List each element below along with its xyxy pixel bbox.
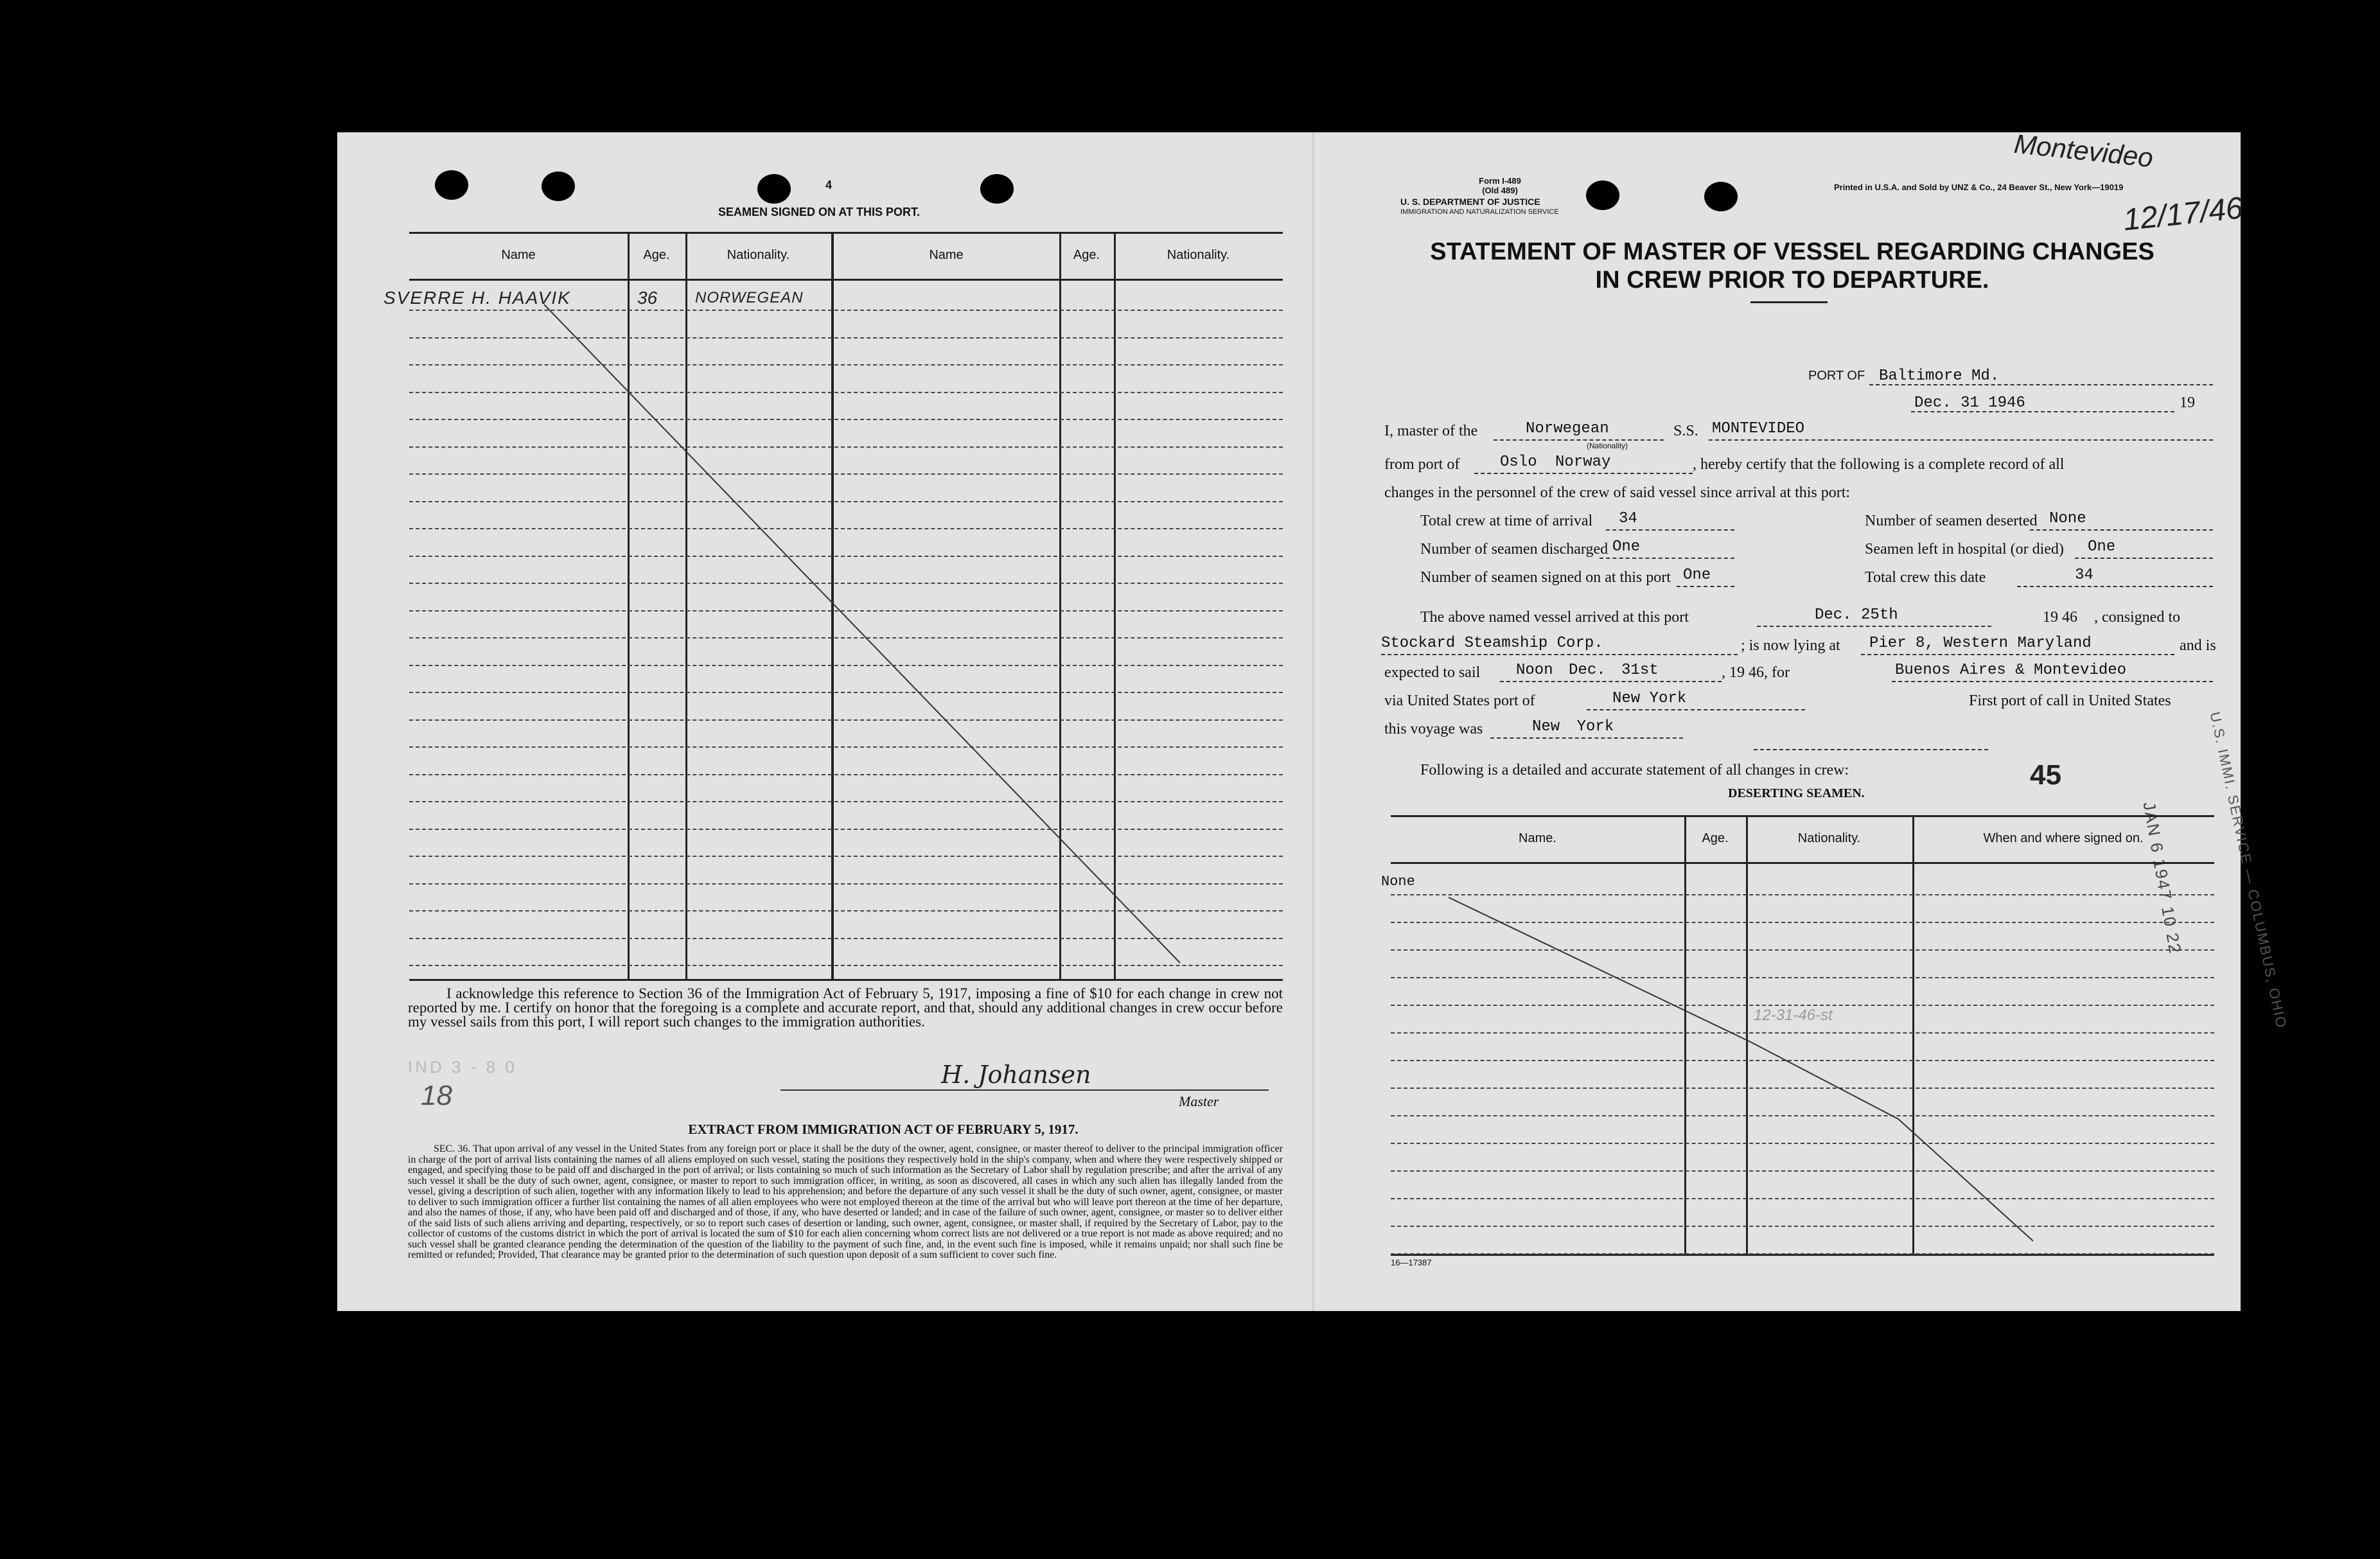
service-stamp-vertical: U.S. IMMI. SERVICE — COLUMBUS, OHIO — [2207, 710, 2290, 1030]
nationality-value: Norwegean — [1526, 420, 1609, 437]
signed-on-label: Number of seamen signed on at this port — [1420, 569, 1671, 586]
destination-value: Buenos Aires & Montevideo — [1895, 662, 2127, 679]
nationality-caption: (Nationality) — [1587, 441, 1628, 450]
date-stamp-vertical: JAN 6 1947 10 22 — [2139, 800, 2185, 956]
form-title — [1378, 238, 2207, 294]
destination-field — [1892, 681, 2213, 682]
column-header: Name. — [1519, 831, 1556, 845]
document-paper — [337, 128, 2290, 1311]
arrived-label: The above named vessel arrived at this port — [1420, 609, 1689, 626]
form-number — [1449, 176, 1551, 195]
handwritten-number: 45 — [2030, 759, 2061, 791]
page-number: 4 — [825, 179, 833, 191]
deserting-seamen-table — [1381, 815, 2214, 1256]
voyage-value: New York — [1532, 718, 1614, 735]
signature-line — [780, 1089, 1269, 1091]
column-header: When and where signed on. — [1983, 831, 2144, 845]
extract-text: SEC. 36. That upon arrival of any vessel in the United States from any foreign port or place it shall be the duty of the owner, agent, consignee, or master thereof to deliver to the principal immigration officer in charge of the port of arrival lists containing the names of all aliens employed on such vessel, stating the positions they respectively hold in the ship's company, when and where they were respectively shipped or engaged, and specifying those to be paid off and discharged in the port of arrival; or lists containing so much of such information as the Secretary of Labor shall by regulation prescribe; and after the arrival of any such vessel it shall be the duty of such owner, agent, consignee, or master to report to such immigration officer, in writing, as soon as discovered, all cases in which any such alien has illegally landed from the vessel, giving a description of such alien, together with any information likely to lead to his apprehension; and before the departure of any such vessel it shall be the duty of such owner, agent, consignee, or master to deliver to such immigration officer a further list containing the names of all alien employees who were not employed thereon at the time of the arrival but who will leave port thereon at the time of her departure, and also the names of those, if any, who have been paid off and discharged and of those, if any, who have deserted or landed; and in case of the failure of such owner, agent, consignee, or master so to deliver either of the said lists of such aliens arriving and departing, respectively, or so to report such cases of desertion or landing, such owner, agent, consignee, or master shall, if required by the Secretary of Labor, pay to the collector of customs of the customs district in which the port of arrival is located the sum of $10 for each alien concerning whom correct lists are not delivered or a true report is not made as above required; and no such vessel shall be granted clearance pending the determination of the question of the liability to the payment of such fine, and, in the event such fine is imposed, while it remains unpaid; nor shall such fine be remitted or refunded; Provided, That clearance may be granted prior to the determination of such question upon deposit of a sum sufficient to cover such fine. — [408, 1143, 1283, 1260]
left-page-title: SEAMEN SIGNED ON AT THIS PORT. — [718, 206, 921, 218]
extract-title: EXTRACT FROM IMMIGRATION ACT OF FEBRUARY 5, 1917. — [688, 1122, 1079, 1137]
date-value: Dec. 31 1946 — [1914, 394, 2025, 412]
seaman-name: SVERRE H. HAAVIK — [383, 288, 571, 308]
master-of-label: I, master of the — [1384, 423, 1478, 439]
department-label: U. S. DEPARTMENT OF JUSTICE — [1400, 197, 1540, 207]
changes-text: changes in the personnel of the crew of said vessel since arrival at this port: — [1384, 484, 1851, 501]
seaman-nationality: NORWEGEAN — [695, 289, 804, 306]
footer-code: 16—17387 — [1391, 1258, 1432, 1267]
column-header: Name — [929, 248, 964, 262]
seaman-age: 36 — [637, 288, 658, 308]
punch-hole — [1704, 182, 1738, 211]
page-fold — [1312, 132, 1314, 1311]
expected-label: expected to sail — [1384, 664, 1481, 681]
form-title-line2: IN CREW PRIOR TO DEPARTURE. — [1595, 267, 1989, 294]
via-label: via United States port of — [1384, 692, 1535, 709]
total-crew-date-value: 34 — [2075, 567, 2094, 584]
punch-hole — [1586, 181, 1619, 210]
first-port-label: First port of call in United States — [1969, 692, 2171, 709]
column-header: Age. — [1073, 248, 1100, 262]
consignee-value: Stockard Steamship Corp. — [1381, 635, 1603, 652]
column-header: Name — [501, 248, 536, 262]
port-value: Baltimore Md. — [1879, 367, 2000, 385]
column-header: Nationality. — [1167, 248, 1230, 262]
strike-through-line — [409, 234, 1283, 979]
deserted-label: Number of seamen deserted — [1865, 513, 2038, 529]
service-label: IMMIGRATION AND NATURALIZATION SERVICE — [1400, 208, 1559, 216]
form-old-text: (Old 489) — [1482, 186, 1518, 195]
handwritten-mark: 18 — [421, 1080, 452, 1111]
voyage-field — [1490, 737, 1683, 739]
from-port-field — [1474, 473, 1693, 474]
from-port-label: from port of — [1384, 456, 1460, 473]
total-crew-arrival-field — [1606, 529, 1734, 531]
hospital-label: Seamen left in hospital (or died) — [1865, 541, 2064, 558]
signed-on-value: One — [1683, 567, 1711, 584]
form-title-line1: STATEMENT OF MASTER OF VESSEL REGARDING CHANGES — [1430, 238, 2155, 265]
date-suffix: 19 — [2180, 394, 2195, 411]
expected-year: , 19 46, for — [1722, 664, 1790, 681]
hospital-field — [2075, 558, 2213, 559]
lying-value: Pier 8, Western Maryland — [1869, 635, 2092, 652]
vessel-name: MONTEVIDEO — [1712, 420, 1805, 437]
vessel-prefix: S.S. — [1673, 423, 1698, 439]
port-label: PORT OF — [1808, 369, 1865, 383]
vessel-field — [1709, 439, 2213, 441]
hospital-value: One — [2088, 538, 2116, 556]
column-header: Age. — [1702, 831, 1729, 845]
punch-hole — [435, 170, 468, 200]
lying-field — [1861, 654, 2174, 655]
from-port-value: Oslo Norway — [1500, 454, 1611, 471]
total-crew-arrival-value: 34 — [1619, 510, 1637, 527]
deserted-field — [2030, 529, 2213, 531]
discharged-label: Number of seamen discharged — [1420, 541, 1609, 558]
signed-on-field — [1677, 586, 1734, 587]
strike-through-line — [1391, 817, 2214, 1254]
printer-label: Printed in U.S.A. and Sold by UNZ & Co., 24 Beaver St., New York—19019 — [1834, 182, 2124, 192]
deserting-title: DESERTING SEAMEN. — [1728, 786, 1865, 800]
discharged-field — [1600, 558, 1734, 559]
expected-value: Noon Dec. 31st — [1516, 662, 1659, 679]
total-crew-arrival-label: Total crew at time of arrival — [1420, 513, 1593, 529]
master-signature: H. Johansen — [941, 1061, 1091, 1089]
title-rule — [1750, 301, 1828, 303]
arrived-value: Dec. 25th — [1815, 606, 1898, 624]
following-text: Following is a detailed and accurate statement of all changes in crew: — [1420, 762, 1849, 779]
lying-label: ; is now lying at — [1741, 637, 1840, 654]
handwritten-vessel: Montevideo — [2013, 128, 2155, 173]
master-label: Master — [1179, 1093, 1219, 1109]
deserted-value: None — [2049, 510, 2086, 527]
column-header: Age. — [643, 248, 670, 262]
handwritten-date: 12/17/46 — [2121, 191, 2245, 238]
discharged-value: One — [1612, 538, 1641, 556]
and-is-label: and is — [2180, 637, 2216, 654]
voyage-field-2 — [1754, 749, 1988, 750]
punch-hole — [980, 174, 1014, 204]
form-number-text: Form I-489 — [1479, 176, 1521, 186]
consigned-label: , consigned to — [2094, 609, 2180, 626]
faint-stamp: IND 3 - 8 0 — [408, 1057, 517, 1077]
total-crew-date-field — [2017, 586, 2213, 587]
total-crew-date-label: Total crew this date — [1865, 569, 1986, 586]
arrived-year: 19 46 — [2043, 609, 2077, 626]
arrived-field — [1757, 626, 1991, 627]
consignee-field — [1381, 654, 1738, 655]
via-value: New York — [1612, 690, 1687, 707]
faint-note: 12-31-46-st — [1754, 1007, 1833, 1024]
acknowledgment-text: I acknowledge this reference to Section 36 of the Immigration Act of February 5, 1917, imposing a fine of $10 for each change in crew not reported by me. I certify on honor that the foregoing is a complete and accurate report, and that, should any additional changes in crew occur before my vessel sails from this port, I will report such changes to the immigration authorities. — [408, 985, 1283, 1030]
column-header: Nationality. — [727, 248, 790, 262]
punch-hole — [542, 172, 575, 201]
column-header: Nationality. — [1797, 831, 1861, 845]
punch-hole — [757, 174, 791, 204]
nationality-field — [1494, 439, 1664, 441]
certify-text: , hereby certify that the following is a complete record of all — [1693, 456, 2065, 473]
deserter-name: None — [1381, 874, 1415, 890]
expected-field — [1500, 681, 1722, 682]
voyage-label: this voyage was — [1384, 721, 1483, 737]
seamen-signed-on-table — [383, 232, 1283, 981]
via-field — [1587, 709, 1805, 710]
